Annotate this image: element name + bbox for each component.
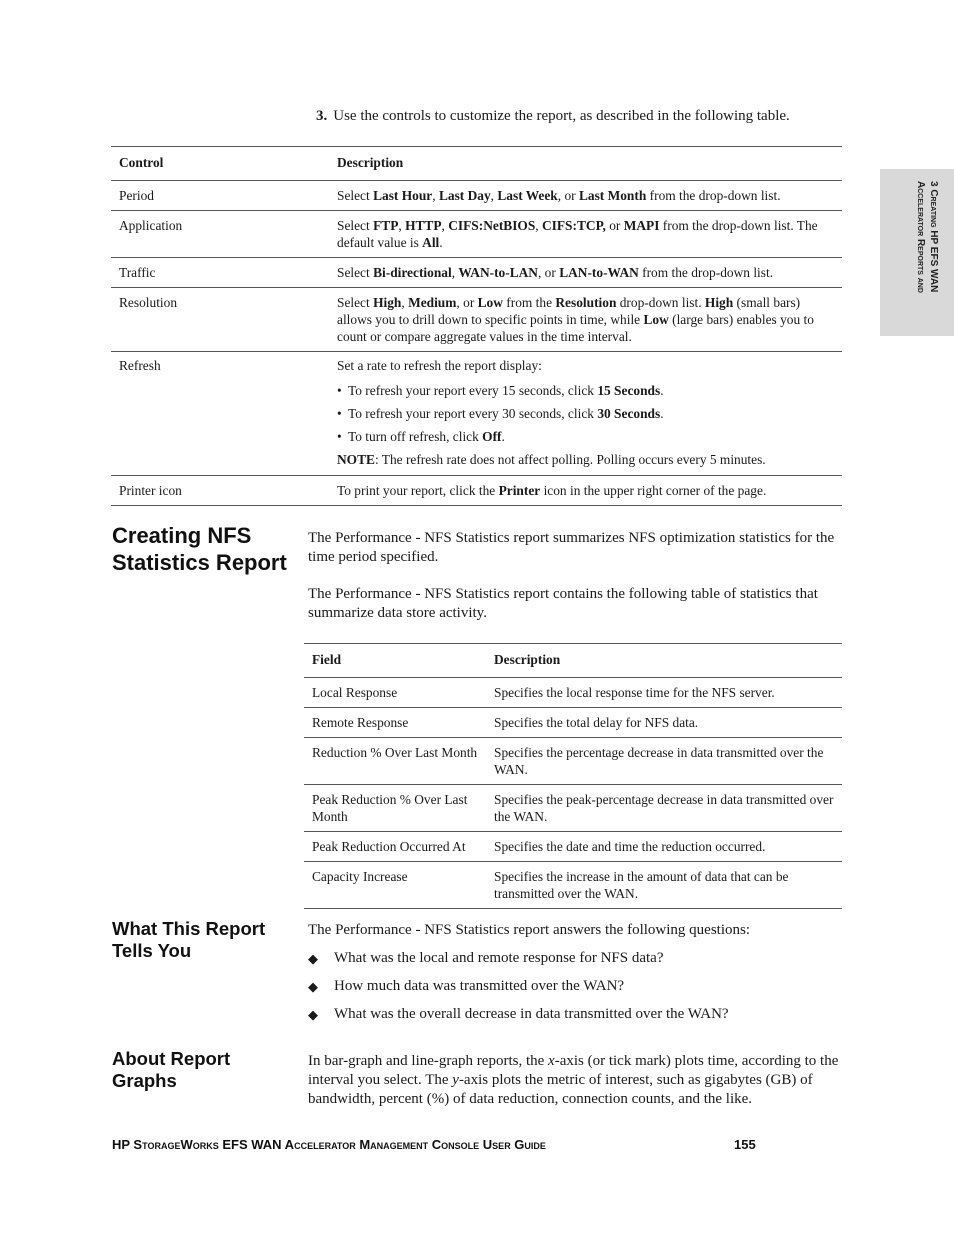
diamond-bullet-icon: ◆ [308,1007,318,1022]
paragraph: The Performance - NFS Statistics report contains the following table of statistics that summarize data store activity. [308,586,818,621]
paragraph: In bar-graph and line-graph reports, the x-axis (or tick mark) plots time, according to the interval you select. The y-axis plots the metric of interest, such as gigabytes (GB) of bandwidth, percent (%) of data reduction, connection counts, and the like. [308,1053,839,1107]
table-row [111,476,842,506]
paragraph: The Performance - NFS Statistics report answers the following questions: [308,922,751,938]
list-item: ◆ How much data was transmitted over the WAN? [308,978,625,994]
chapter-side-text: 3 Creating HP EFS WAN Accelerator Reports and [915,181,939,293]
table-header-row [304,644,842,678]
table-row [111,258,842,288]
refresh-intro: Set a rate to refresh the report display: [337,358,542,373]
paragraph: The Performance - NFS Statistics report summarizes NFS optimization statistics for the time period specified. [308,530,835,565]
header-field: Field [312,652,342,667]
control-description: Select FTP, HTTP, CIFS:NetBIOS, CIFS:TCP, or MAPI from the drop-down list. The default value is All. [337,218,818,250]
table-row [111,211,842,258]
table-header-row [111,147,842,181]
bullet-icon: • [337,383,342,398]
fields-table [304,643,842,909]
section-heading-graphs: About Report Graphs [112,1048,231,1091]
field-name: Peak Reduction Occurred At [312,839,466,854]
field-name: Peak Reduction % Over Last Month [312,792,468,824]
table-row [304,832,842,862]
control-description: Select Last Hour, Last Day, Last Week, or Last Month from the drop-down list. [337,188,781,203]
table-row [111,352,842,476]
list-item: • To refresh your report every 30 seconds, click 30 Seconds. [337,406,664,421]
control-description: Select Bi-directional, WAN-to-LAN, or LAN-to-WAN from the drop-down list. [337,265,774,280]
footer-guide-title: HP StorageWorks EFS WAN Accelerator Management Console User Guide [112,1137,546,1152]
header-description: Description [337,155,404,170]
field-description: Specifies the increase in the amount of data that can be transmitted over the WAN. [494,869,789,901]
field-name: Capacity Increase [312,869,408,884]
control-name: Printer icon [119,483,182,498]
diamond-bullet-icon: ◆ [308,979,318,994]
controls-table [111,146,842,506]
control-name: Refresh [119,358,161,373]
header-control: Control [119,155,164,170]
control-name: Application [119,218,183,233]
control-name: Period [119,188,154,203]
section-heading-tells: What This Report Tells You [112,918,266,961]
diamond-bullet-icon: ◆ [308,951,318,966]
table-row [304,678,842,708]
control-name: Traffic [119,265,156,280]
field-name: Local Response [312,685,398,700]
field-description: Specifies the date and time the reduction occurred. [494,839,766,854]
list-item: ◆ What was the local and remote response for NFS data? [308,950,664,966]
list-item: • To turn off refresh, click Off. [337,429,505,444]
step-instruction [316,108,790,125]
bullet-icon: • [337,429,342,444]
refresh-options-list [337,382,834,445]
list-item: • To refresh your report every 15 seconds, click 15 Seconds. [337,383,664,398]
field-name: Remote Response [312,715,409,730]
table-row [111,288,842,352]
control-description: To print your report, click the Printer icon in the upper right corner of the page. [337,483,767,498]
table-row [304,785,842,832]
table-row [304,738,842,785]
table-row [111,181,842,211]
field-name: Reduction % Over Last Month [312,745,478,760]
header-description: Description [494,652,561,667]
field-description: Specifies the local response time for the NFS server. [494,685,775,700]
refresh-note: NOTE: The refresh rate does not affect polling. Polling occurs every 5 minutes. [337,452,766,467]
table-row [304,708,842,738]
section-heading-nfs-report: Creating NFS Statistics Report [112,523,287,575]
field-description: Specifies the peak-percentage decrease in data transmitted over the WAN. [494,792,834,824]
field-description: Specifies the percentage decrease in data transmitted over the WAN. [494,745,824,777]
list-item: ◆ What was the overall decrease in data transmitted over the WAN? [308,1006,729,1022]
control-name: Resolution [119,295,178,310]
step-number: 3. [316,108,328,124]
control-description [329,352,842,476]
questions-list [308,949,842,1033]
field-description: Specifies the total delay for NFS data. [494,715,699,730]
chapter-side-tab [880,169,954,336]
bullet-icon: • [337,406,342,421]
page-number: 155 [734,1137,756,1152]
step-text: Use the controls to customize the report, as described in the following table. [333,108,790,124]
table-row [304,862,842,909]
control-description: Select High, Medium, or Low from the Resolution drop-down list. High (small bars) allows you to drill down to specific points in time, while Low (large bars) enables you to count or compare aggregate values in the time interval. [337,295,814,344]
